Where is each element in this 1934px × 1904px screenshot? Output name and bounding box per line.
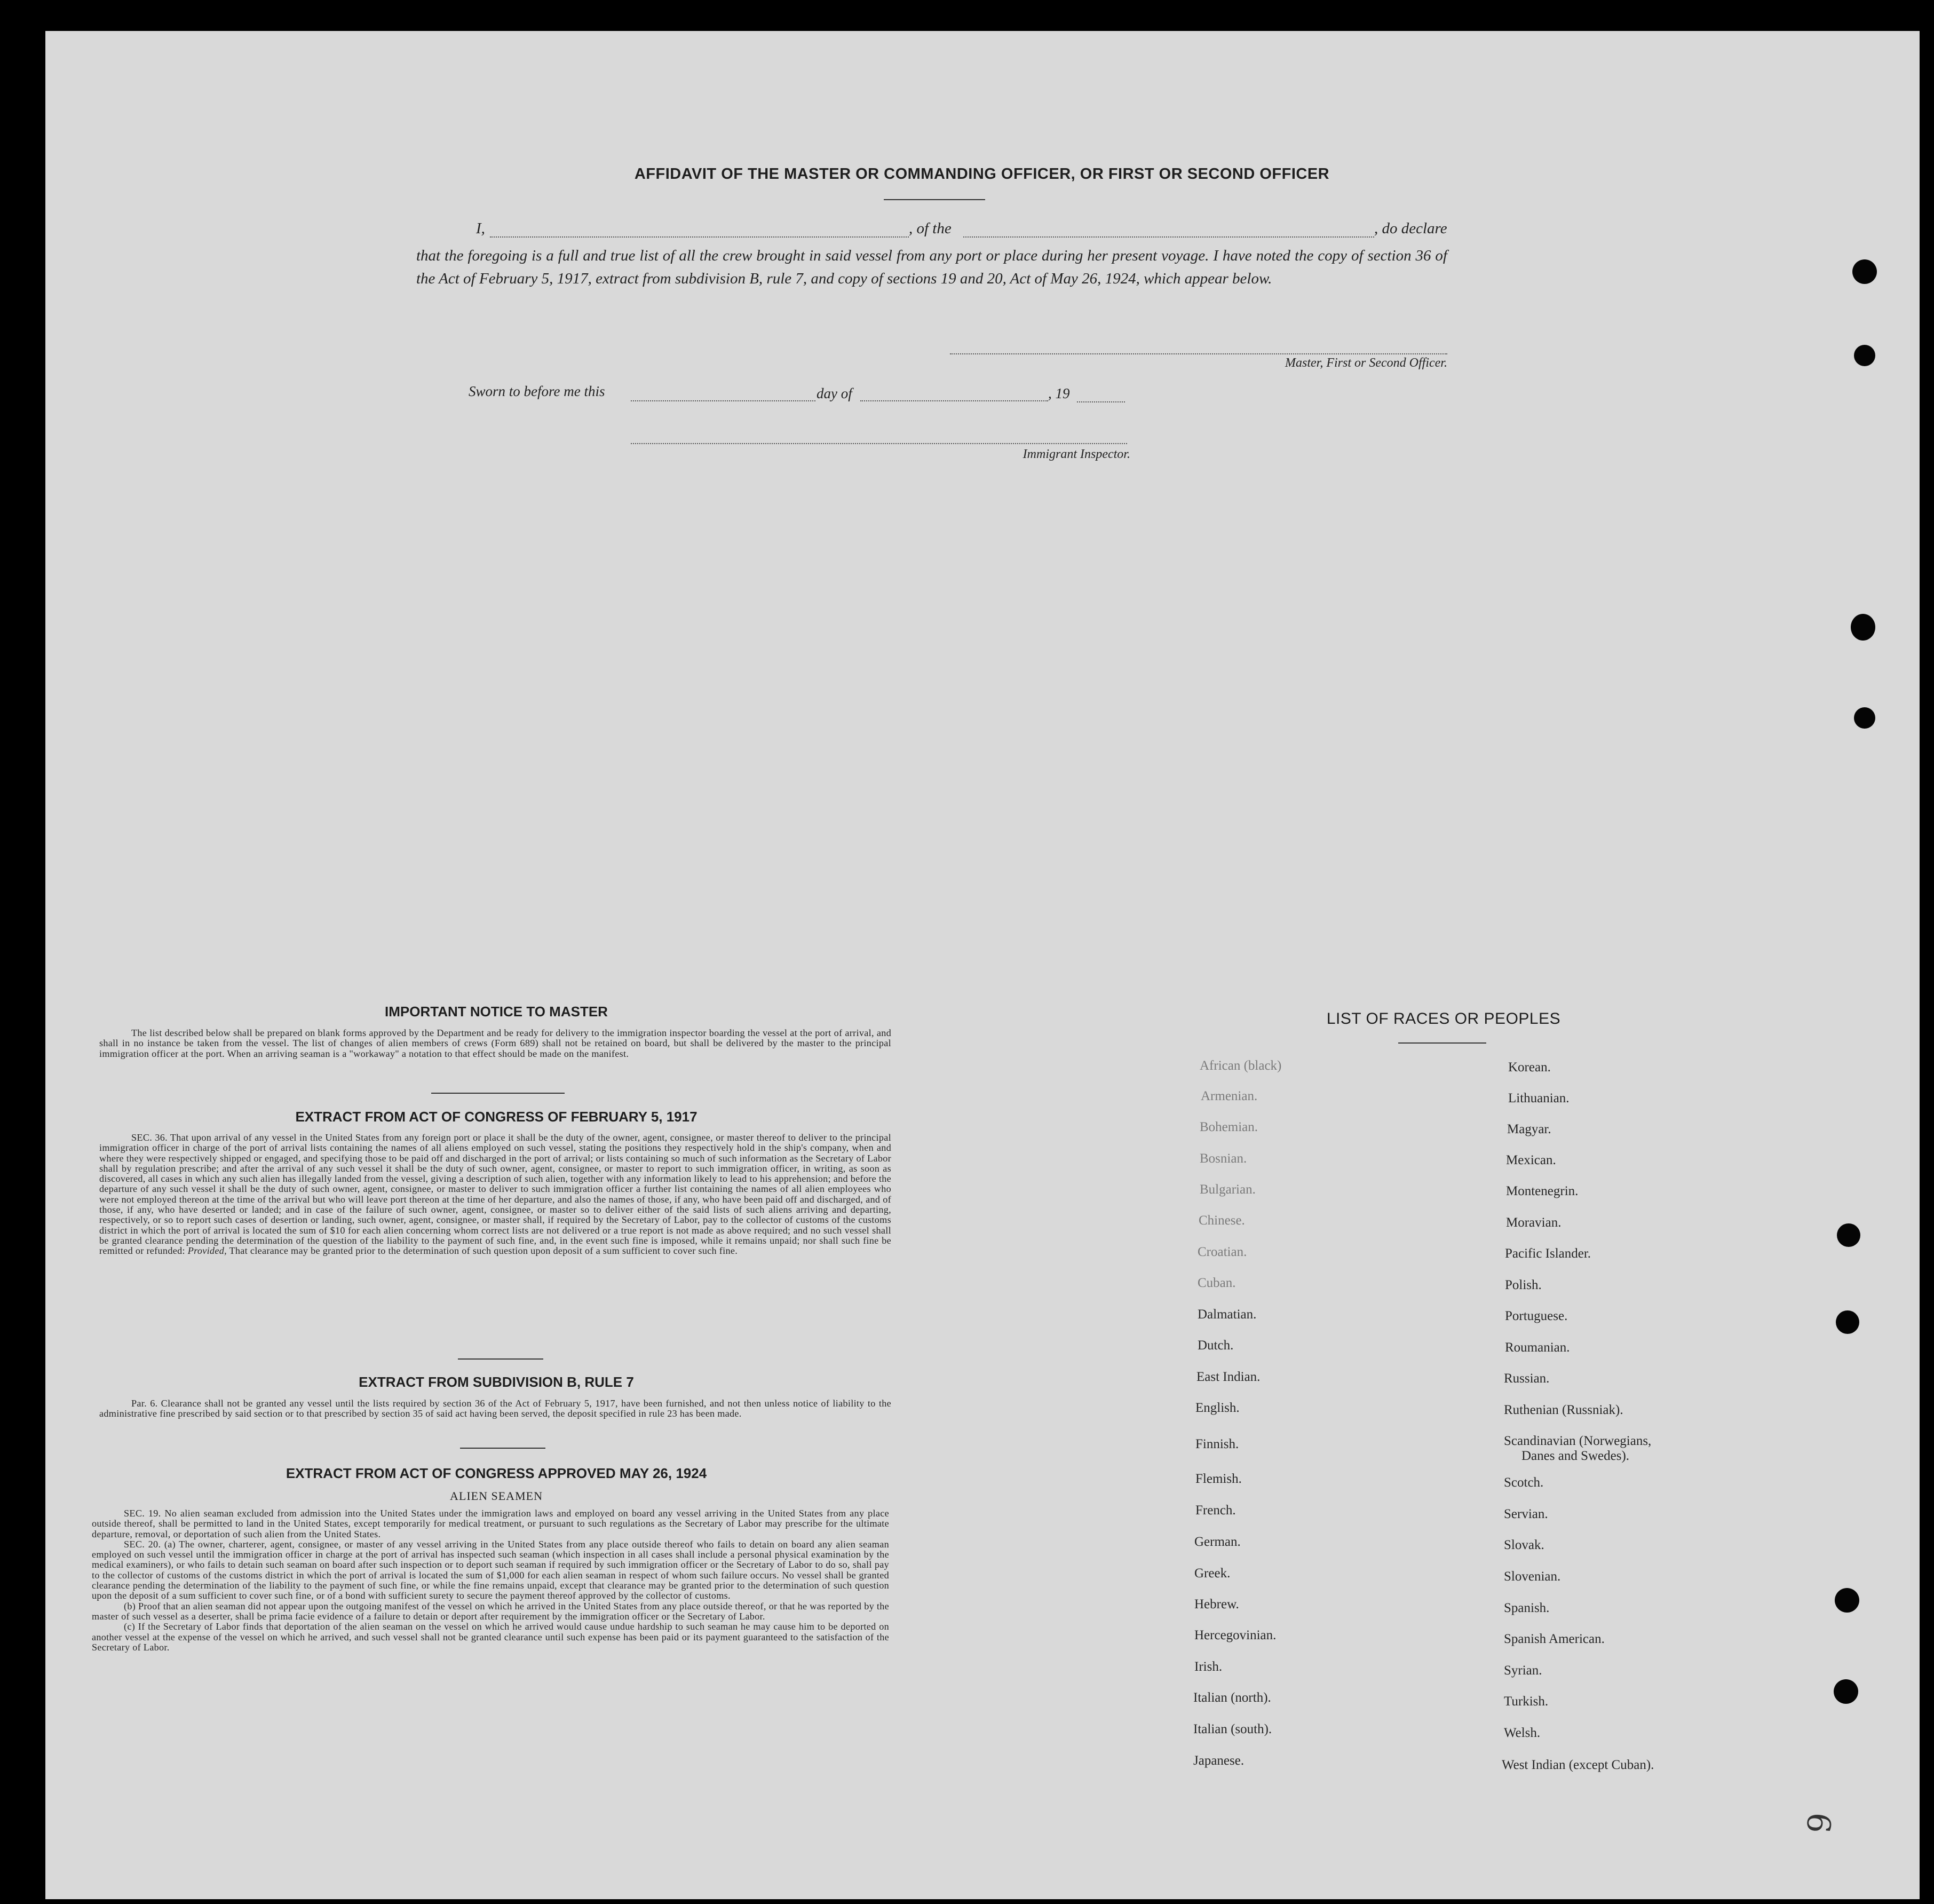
race-item: Ruthenian (Russniak). [1504,1403,1623,1417]
race-item: Bosnian. [1200,1151,1247,1166]
punch-hole [1854,707,1875,729]
punch-hole [1835,1588,1859,1613]
extract-1924-title: EXTRACT FROM ACT OF CONGRESS APPROVED MAY 26, 1924 [286,1465,707,1481]
sworn-day-of-label: day of [817,385,852,401]
notice-title: IMPORTANT NOTICE TO MASTER [385,1004,608,1020]
sworn-prefix: Sworn to before me this [469,383,605,399]
affidavit-title-rule [884,199,985,200]
race-item: German. [1194,1535,1241,1549]
inspector-signature-line[interactable] [631,443,1127,444]
affidavit-title: AFFIDAVIT OF THE MASTER OR COMMANDING OFFICER, OR FIRST OR SECOND OFFICER [634,165,1330,183]
master-signature-line[interactable] [950,353,1447,354]
extract-1917-title: EXTRACT FROM ACT OF CONGRESS OF FEBRUARY 5, 1917 [295,1109,697,1125]
race-item: Lithuanian. [1508,1091,1570,1105]
race-item: Dalmatian. [1198,1307,1257,1322]
race-item: Scandinavian (Norwegians, [1504,1434,1652,1448]
race-item: East Indian. [1196,1370,1261,1384]
race-item: Russian. [1504,1371,1550,1386]
sworn-year-field[interactable] [1077,401,1125,402]
extract-rule7-text [99,1399,891,1419]
punch-hole [1854,345,1875,366]
punch-hole [1851,614,1875,641]
extract-1917-rule [458,1358,543,1360]
race-item: Irish. [1194,1660,1223,1674]
race-item: Spanish American. [1504,1632,1605,1646]
notice-text [99,1028,891,1059]
race-item: Bohemian. [1200,1120,1258,1134]
race-item: African (black) [1200,1058,1282,1073]
sec-20c-paragraph: (c) If the Secretary of Labor finds that deportation of the alien seaman on the vessel on which he arrived would cause undue hardship to such seaman he may cause him to be deported on another vessel at the expense of the vessel on which he arrived, and such vessel shall not be granted clearance until such expense has been paid or its payment guaranteed to the satisfaction of the Secretary of Labor. [92,1621,889,1653]
punch-hole [1837,1223,1860,1247]
race-item: English. [1195,1401,1240,1415]
extract-rule7-paragraph: Par. 6. Clearance shall not be granted any vessel until the lists required by section 36 of the Act of February 5, 1917, have been furnished, and not then unless notice of liability to the administrative fine prescribed by said section or to that prescribed by section 35 of said act having been served, the deposit specified in rule 23 has been made. [99,1398,891,1419]
race-item: Chinese. [1199,1213,1245,1228]
punch-hole [1836,1310,1859,1334]
races-title-rule [1398,1042,1486,1044]
affidavit-vessel-field[interactable] [963,236,1374,238]
affidavit-name-field[interactable] [490,236,909,238]
extract-1917-text-a: SEC. 36. That upon arrival of any vessel in the United States from any foreign port or place it shall be the duty of the owner, agent, consignee, or master thereof to deliver to the principal immigration officer in charge of the port of arrival lists containing the names of all aliens employed on such vessel, stating the positions they respectively hold in the ship's company, when and where they were respectively shipped or engaged, and specifying those to be paid off and discharged in the port of arrival; or lists containing so much of such information as the Secretary of Labor shall by regulation prescribe; and after the arrival of any such vessel it shall be the duty of such owner, agent, consignee, or master to report to such immigration officer, in writing, as soon as discovered, all cases in which any such alien has illegally landed from the vessel, giving a description of such alien, together with any information likely to lead to his apprehension; and before the departure of any such vessel it shall be the duty of such owner, agent, consignee, or master to deliver to such immigration officer a further list containing the names of all alien employees who were not employed thereon at the time of the arrival but who will leave port thereon at the time of her departure, and also the names of those, if any, who have been paid off and discharged, and of those, if any, who have deserted or landed; and in case of the failure of such owner, agent, consignee, or master so to deliver either of the said lists of such aliens arriving and departing, respectively, or so to report such cases of desertion or landing, such owner, agent, consignee, or master shall, if required by the Secretary of Labor, pay to the collector of customs of the customs district in which the port of arrival is located the sum of $10 for each alien concerning whom correct lists are not delivered or a true report is not made as above required; and no such vessel shall be granted clearance pending the determination of the question of the liability to the payment of such fine, and, in the event such fine is imposed, while it remains unpaid; nor shall such fine be remitted or refunded: [99,1132,891,1257]
race-item: Servian. [1504,1507,1548,1521]
sworn-month-field[interactable] [860,400,1048,401]
affidavit-of-label: , of the [909,220,952,237]
extract-1917-text [99,1133,891,1257]
punch-hole [1834,1679,1858,1704]
race-item: Armenian. [1201,1089,1258,1103]
affidavit-i-label: I, [476,220,485,237]
race-item: Syrian. [1504,1663,1542,1678]
race-item: Italian (north). [1193,1690,1271,1705]
race-item: Hebrew. [1194,1597,1239,1611]
notice-rule [431,1093,565,1094]
race-item: Polish. [1505,1278,1542,1292]
race-item-continuation: Danes and Swedes). [1521,1449,1630,1463]
punch-hole [1852,259,1877,284]
race-item: Montenegrin. [1506,1184,1579,1198]
race-item: Slovak. [1504,1538,1544,1552]
extract-1924-subtitle: ALIEN SEAMEN [450,1489,543,1503]
sworn-year-label: , 19 [1048,385,1070,401]
notice-paragraph: The list described below shall be prepared on blank forms approved by the Department and be ready for delivery to the immigration inspector boarding the vessel at the port of arrival, and shall in no instance be taken from the vessel. The list of changes of alien members of crews (Form 689) shall not be retained on board, but shall be delivered by the master to the principal immigration officer at the port. When an arriving seaman is a "workaway" a notation to that effect should be made on the manifest. [99,1028,891,1059]
race-item: Magyar. [1507,1122,1551,1136]
extract-1917-text-b: That clearance may be granted prior to the determination of such question upon deposit of a sum sufficient to cover such fine. [229,1245,738,1257]
sec-20a-paragraph: SEC. 20. (a) The owner, charterer, agent, consignee, or master of any vessel arriving in the United States from any place outside thereof who fails to detain on board any alien seaman employed on such vessel until the immigration officer in charge at the port of arrival has inspected such seaman (which inspection in all cases shall include a personal physical examination by the medical examiners), or who fails to detain such seaman on board after such inspection or to deport such seaman if required by such immigration officer or the Secretary of Labor to do so, shall pay to the collector of customs of the customs district in which the port of arrival is located the sum of $1,000 for each alien seaman in respect of whom such failure occurs. No vessel shall be granted clearance pending the determination of the liability to the payment of such fine, or while the fine remains unpaid, except that clearance may be granted prior to the determination of such question upon the deposit of a sum sufficient to cover such fine, or of a bond with sufficient surety to secure the payment thereof approved by the collector of customs. [92,1538,889,1601]
race-item: West Indian (except Cuban). [1502,1758,1654,1772]
affidavit-declare-label: , do declare [1374,220,1447,237]
race-item: Croatian. [1198,1245,1247,1259]
race-item: Scotch. [1504,1475,1544,1490]
race-item: Greek. [1194,1566,1231,1581]
race-item: Italian (south). [1193,1722,1272,1736]
extract-rule7-title: EXTRACT FROM SUBDIVISION B, RULE 7 [359,1374,634,1390]
race-item: Turkish. [1504,1694,1549,1709]
race-item: Mexican. [1506,1153,1556,1167]
race-item: Flemish. [1195,1472,1242,1486]
race-item: Welsh. [1504,1726,1541,1740]
race-item: Cuban. [1198,1276,1236,1290]
race-item: Moravian. [1506,1215,1562,1230]
race-item: Hercegovinian. [1194,1628,1277,1642]
race-item: Bulgarian. [1200,1182,1256,1197]
sec-20b-paragraph: (b) Proof that an alien seaman did not appear upon the outgoing manifest of the vessel on which he arrived in the United States from any place outside thereof, or that he was reported by the master of such vessel as a deserter, shall be prima facie evidence of a failure to detain or deport after requirement by the immigration officer or the Secretary of Labor. [92,1600,889,1622]
race-item: Pacific Islander. [1505,1246,1591,1261]
race-item: Japanese. [1193,1753,1245,1768]
race-item: Dutch. [1198,1338,1234,1353]
race-item: Portuguese. [1505,1309,1568,1323]
race-item: French. [1195,1503,1236,1518]
race-item: Korean. [1508,1060,1551,1075]
race-item: Finnish. [1195,1437,1239,1451]
races-title: LIST OF RACES OR PEOPLES [1326,1010,1561,1028]
extract-rule7-rule [460,1448,545,1449]
sworn-day-field[interactable] [631,400,815,401]
sec-19-paragraph: SEC. 19. No alien seaman excluded from admission into the United States under the immigration laws and employed on board any vessel arriving in the United States from any place outside thereof, shall be permitted to land in the United States, except temporarily for medical treatment, or pursuant to such regulations as the Secretary of Labor may prescribe for the ultimate departure, removal, or deportation of such alien from the United States. [92,1508,889,1539]
extract-1917-paragraph [99,1133,891,1257]
affidavit-body: that the foregoing is a full and true list of all the crew brought in said vessel from any port or place during her present voyage. I have noted the copy of section 36 of the Act of February 5, 1917, extract from subdivision B, rule 7, and copy of sections 19 and 20, Act of May 26, 1924, which appear below. [416,247,1447,287]
race-item: Roumanian. [1505,1340,1570,1355]
page-mark: 6 [1798,1811,1838,1835]
race-item: Spanish. [1504,1601,1550,1615]
extract-1924-text [92,1508,889,1653]
race-item: Slovenian. [1504,1569,1561,1584]
inspector-signature-label: Immigrant Inspector. [1023,447,1130,461]
master-signature-label: Master, First or Second Officer. [1285,356,1447,370]
extract-1917-proviso: Provided, [187,1245,227,1257]
